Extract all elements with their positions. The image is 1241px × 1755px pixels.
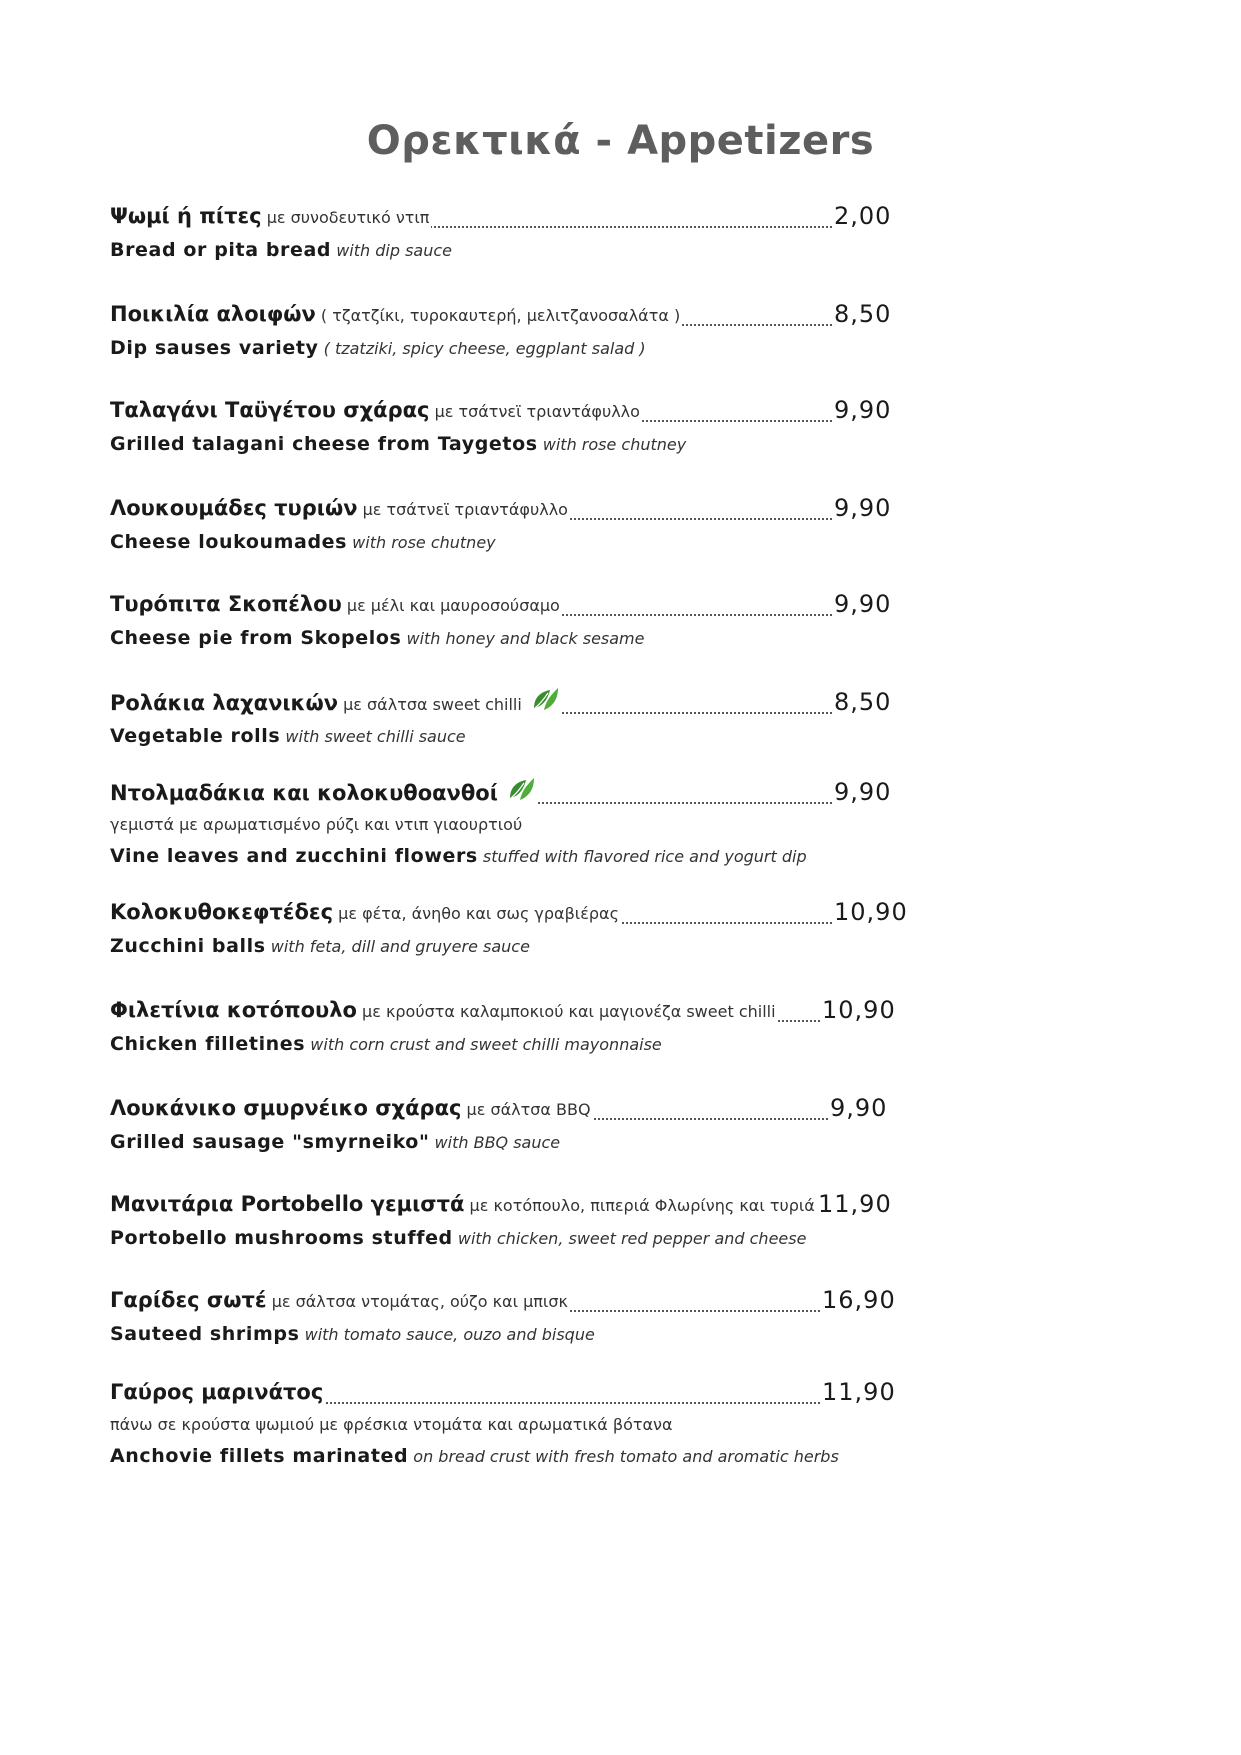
menu-item bbox=[110, 296, 1010, 364]
item-name-greek: Λουκάνικο σμυρνέικο σχάρας bbox=[110, 1096, 462, 1120]
menu-item-greek-line bbox=[110, 392, 1010, 428]
menu-item-greek-line bbox=[110, 1374, 1010, 1410]
item-price: 8,50 bbox=[832, 296, 891, 332]
item-description-english: with tomato sauce, ouzo and bisque bbox=[299, 1325, 595, 1344]
menu-item-greek-line bbox=[110, 1282, 1010, 1318]
item-price: 11,90 bbox=[820, 1374, 896, 1410]
item-name-english: Zucchini balls bbox=[110, 935, 266, 957]
menu-item-greek-line bbox=[110, 992, 1010, 1028]
item-name-english: Grilled talagani cheese from Taygetos bbox=[110, 433, 538, 455]
menu-item-english-line bbox=[110, 428, 1010, 460]
menu-item-greek-line bbox=[110, 586, 1010, 622]
menu-item-greek-line bbox=[110, 490, 1010, 526]
item-name-greek: Ποικιλία αλοιφών bbox=[110, 302, 316, 326]
item-description-english: with BBQ sauce bbox=[429, 1133, 561, 1152]
item-description-greek: ( τζατζίκι, τυροκαυτερή, μελιτζανοσαλάτα ) bbox=[315, 306, 681, 325]
item-name-greek: Ταλαγάνι Ταϋγέτου σχάρας bbox=[110, 398, 430, 422]
item-description-greek: με τσάτνεϊ τριαντάφυλλο bbox=[357, 500, 568, 519]
menu-item-english-line bbox=[110, 1318, 1010, 1350]
item-name-english: Vine leaves and zucchini flowers bbox=[110, 845, 478, 867]
item-description-greek: γεμιστά με αρωματισμένο ρύζι και ντιπ γιαουρτιού bbox=[110, 815, 523, 834]
item-description-english: with feta, dill and gruyere sauce bbox=[265, 937, 530, 956]
item-description-greek: με κοτόπουλο, πιπεριά Φλωρίνης και τυριά bbox=[464, 1196, 815, 1215]
item-name-english: Dip sauses variety bbox=[110, 337, 319, 359]
item-description-greek: με συνοδευτικό ντιπ bbox=[261, 208, 430, 227]
menu-item bbox=[110, 1186, 1010, 1254]
page-title: Ορεκτικά - Appetizers bbox=[366, 118, 875, 164]
item-price: 9,90 bbox=[832, 392, 891, 428]
menu-item bbox=[110, 1090, 1010, 1158]
item-name-english: Bread or pita bread bbox=[110, 239, 332, 261]
item-price: 16,90 bbox=[820, 1282, 896, 1318]
item-description-english: with chicken, sweet red pepper and cheese bbox=[452, 1229, 807, 1248]
menu-item-english-line bbox=[110, 234, 1010, 266]
menu-item-english-line bbox=[110, 1028, 1010, 1060]
item-description-greek: με τσάτνεϊ τριαντάφυλλο bbox=[429, 402, 640, 421]
item-description-greek: με σάλτσα BBQ bbox=[461, 1100, 591, 1119]
item-price: 8,50 bbox=[832, 684, 891, 720]
item-name-english: Grilled sausage "smyrneiko" bbox=[110, 1131, 430, 1153]
menu-item-english-line bbox=[110, 930, 1010, 962]
item-name-english: Portobello mushrooms stuffed bbox=[110, 1227, 453, 1249]
item-name-greek: Μανιτάρια Portobello γεμιστά bbox=[110, 1192, 465, 1216]
item-name-greek: Τυρόπιτα Σκοπέλου bbox=[110, 592, 342, 616]
item-name-greek: Κολοκυθοκεφτέδες bbox=[110, 900, 334, 924]
item-name-english: Cheese loukoumades bbox=[110, 531, 348, 553]
menu-item-greek-line bbox=[110, 684, 1010, 720]
menu-item-english-line bbox=[110, 526, 1010, 558]
item-name-greek: Ντολμαδάκια και κολοκυθοανθοί bbox=[110, 781, 498, 805]
item-description-greek: με μέλι και μαυροσούσαμο bbox=[341, 596, 560, 615]
menu-item-greek-line bbox=[110, 1090, 1010, 1126]
item-description-greek: με σάλτσα sweet chilli bbox=[338, 695, 522, 714]
item-description-english: with rose chutney bbox=[347, 533, 496, 552]
menu-item-english-line bbox=[110, 622, 1010, 654]
item-price: 9,90 bbox=[832, 586, 891, 622]
menu-item-english-line bbox=[110, 1440, 1010, 1472]
item-name-english: Vegetable rolls bbox=[110, 725, 281, 747]
item-description-english: on bread crust with fresh tomato and aromatic herbs bbox=[408, 1447, 839, 1466]
item-name-greek: Γαρίδες σωτέ bbox=[110, 1288, 267, 1312]
item-name-english: Sauteed shrimps bbox=[110, 1323, 300, 1345]
menu-item-english-line bbox=[110, 1222, 1010, 1254]
menu-item bbox=[110, 392, 1010, 460]
menu-item-english-line bbox=[110, 1126, 1010, 1158]
item-description-english: with rose chutney bbox=[537, 435, 687, 454]
item-name-english: Cheese pie from Skopelos bbox=[110, 627, 402, 649]
item-description-greek: με σάλτσα ντομάτας, ούζο και μπισκ bbox=[266, 1292, 568, 1311]
item-description-greek: με φέτα, άνηθο και σως γραβιέρας bbox=[333, 904, 619, 923]
item-price: 10,90 bbox=[832, 894, 908, 930]
item-price: 9,90 bbox=[828, 1090, 887, 1126]
menu-item bbox=[110, 684, 1010, 752]
item-name-greek: Ψωμί ή πίτες bbox=[110, 204, 262, 228]
menu-item-english-line bbox=[110, 840, 1010, 872]
item-description-english: with dip sauce bbox=[331, 241, 453, 260]
menu-item bbox=[110, 992, 1010, 1060]
menu-item-greek-line bbox=[110, 894, 1010, 930]
item-description-english: with corn crust and sweet chilli mayonnaise bbox=[305, 1035, 662, 1054]
menu-item-greek-line bbox=[110, 1186, 1010, 1222]
menu-item-english-line bbox=[110, 720, 1010, 752]
item-name-greek: Λουκουμάδες τυριών bbox=[110, 496, 358, 520]
item-description-english: with honey and black sesame bbox=[401, 629, 645, 648]
item-price: 9,90 bbox=[832, 774, 891, 810]
item-price: 2,00 bbox=[832, 198, 891, 234]
leaf-icon bbox=[506, 774, 536, 817]
item-name-greek: Γαύρος μαρινάτος bbox=[110, 1380, 324, 1404]
menu-item-greek-line bbox=[110, 774, 1010, 810]
item-name-english: Anchovie fillets marinated bbox=[110, 1445, 409, 1467]
item-price: 11,90 bbox=[816, 1186, 892, 1222]
item-description-english: with sweet chilli sauce bbox=[280, 727, 466, 746]
item-description-english: stuffed with flavored rice and yogurt dip bbox=[477, 847, 807, 866]
item-price: 9,90 bbox=[832, 490, 891, 526]
menu-item-greek-line bbox=[110, 296, 1010, 332]
menu-item bbox=[110, 894, 1010, 962]
leaf-icon bbox=[530, 684, 560, 727]
menu-item bbox=[110, 1282, 1010, 1350]
menu-item bbox=[110, 490, 1010, 558]
item-price: 10,90 bbox=[820, 992, 896, 1028]
item-name-greek: Φιλετίνια κοτόπουλο bbox=[110, 998, 357, 1022]
item-name-greek: Ρολάκια λαχανικών bbox=[110, 691, 339, 715]
menu-item bbox=[110, 198, 1010, 266]
item-description-greek: με κρούστα καλαμποκιού και μαγιονέζα sweet chilli bbox=[356, 1002, 776, 1021]
item-description-english: ( tzatziki, spicy cheese, eggplant salad ) bbox=[318, 339, 646, 358]
item-description-greek: πάνω σε κρούστα ψωμιού με φρέσκια ντομάτα και αρωματικά βότανα bbox=[110, 1415, 673, 1434]
item-name-english: Chicken filletines bbox=[110, 1033, 306, 1055]
menu-item bbox=[110, 774, 1010, 872]
menu-item bbox=[110, 1374, 1010, 1472]
menu-item bbox=[110, 586, 1010, 654]
menu-item-english-line bbox=[110, 332, 1010, 364]
menu-item-greek-line bbox=[110, 198, 1010, 234]
